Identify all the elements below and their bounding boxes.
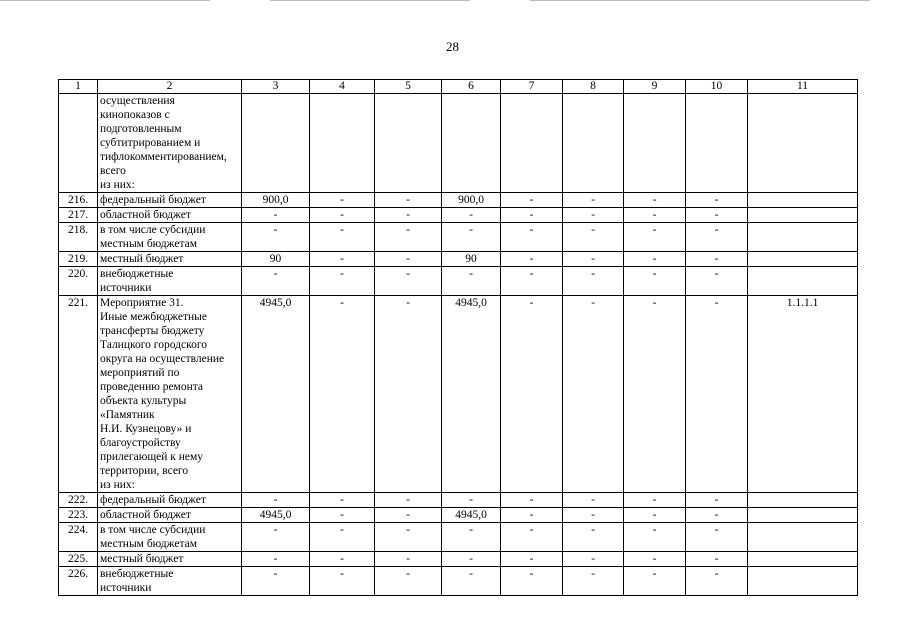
value-cell: [501, 94, 563, 193]
row-name: осуществления кинопоказов с подготовленным субтитрированием и тифлокомментированием, всего из них:: [98, 94, 242, 193]
row-name: федеральный бюджет: [98, 493, 242, 508]
table-body: [59, 80, 858, 596]
table-row: [59, 193, 858, 208]
value-cell: 900,0: [442, 193, 501, 208]
value-cell: -: [624, 508, 686, 523]
value-cell: -: [242, 493, 310, 508]
value-cell: 90: [242, 252, 310, 267]
scan-edge-line-right: [530, 0, 870, 1]
value-cell: -: [501, 552, 563, 567]
value-cell: -: [686, 267, 748, 296]
value-cell: -: [442, 223, 501, 252]
value-cell: -: [242, 208, 310, 223]
row-name: внебюджетные источники: [98, 567, 242, 596]
value-cell: -: [624, 552, 686, 567]
target-code: [748, 267, 858, 296]
value-cell: -: [375, 567, 442, 596]
value-cell: -: [501, 223, 563, 252]
row-number: 218.: [59, 223, 98, 252]
value-cell: -: [563, 267, 624, 296]
value-cell: -: [242, 223, 310, 252]
value-cell: 4945,0: [242, 508, 310, 523]
value-cell: -: [375, 208, 442, 223]
target-code: [748, 193, 858, 208]
value-cell: -: [686, 252, 748, 267]
value-cell: -: [310, 193, 375, 208]
value-cell: -: [624, 296, 686, 493]
value-cell: -: [310, 552, 375, 567]
value-cell: -: [375, 552, 442, 567]
value-cell: -: [501, 193, 563, 208]
value-cell: -: [442, 267, 501, 296]
value-cell: -: [442, 493, 501, 508]
target-code: [748, 523, 858, 552]
value-cell: -: [310, 252, 375, 267]
value-cell: -: [442, 552, 501, 567]
column-header: 2: [98, 80, 242, 94]
value-cell: -: [563, 508, 624, 523]
value-cell: 900,0: [242, 193, 310, 208]
value-cell: -: [242, 552, 310, 567]
table-row: [59, 493, 858, 508]
value-cell: [442, 94, 501, 193]
value-cell: -: [442, 208, 501, 223]
row-number: [59, 94, 98, 193]
row-name: внебюджетные источники: [98, 267, 242, 296]
value-cell: -: [563, 296, 624, 493]
value-cell: -: [686, 552, 748, 567]
value-cell: -: [501, 296, 563, 493]
value-cell: -: [624, 493, 686, 508]
value-cell: -: [242, 523, 310, 552]
value-cell: -: [310, 296, 375, 493]
value-cell: -: [624, 523, 686, 552]
row-number: 219.: [59, 252, 98, 267]
value-cell: [375, 94, 442, 193]
value-cell: -: [501, 567, 563, 596]
value-cell: -: [686, 296, 748, 493]
row-number: 221.: [59, 296, 98, 493]
column-header: 10: [686, 80, 748, 94]
table-row: [59, 523, 858, 552]
value-cell: 4945,0: [242, 296, 310, 493]
table-row: [59, 223, 858, 252]
column-header: 1: [59, 80, 98, 94]
value-cell: [624, 94, 686, 193]
value-cell: -: [624, 208, 686, 223]
value-cell: -: [310, 567, 375, 596]
value-cell: -: [624, 223, 686, 252]
value-cell: -: [686, 208, 748, 223]
value-cell: -: [563, 252, 624, 267]
value-cell: -: [242, 267, 310, 296]
value-cell: 4945,0: [442, 508, 501, 523]
value-cell: -: [310, 523, 375, 552]
row-number: 216.: [59, 193, 98, 208]
value-cell: 90: [442, 252, 501, 267]
value-cell: -: [501, 252, 563, 267]
table-row: [59, 267, 858, 296]
value-cell: -: [624, 567, 686, 596]
header-row: [59, 80, 858, 94]
column-header: 5: [375, 80, 442, 94]
value-cell: -: [501, 523, 563, 552]
column-header: 9: [624, 80, 686, 94]
target-code: [748, 508, 858, 523]
scan-edge-line-left: [0, 0, 210, 1]
row-name: в том числе субсидии местным бюджетам: [98, 523, 242, 552]
value-cell: [563, 94, 624, 193]
column-header: 8: [563, 80, 624, 94]
table-row: [59, 296, 858, 493]
value-cell: [686, 94, 748, 193]
value-cell: -: [563, 567, 624, 596]
table-row: [59, 567, 858, 596]
value-cell: -: [375, 193, 442, 208]
value-cell: -: [624, 267, 686, 296]
column-header: 11: [748, 80, 858, 94]
target-code: [748, 223, 858, 252]
value-cell: -: [563, 193, 624, 208]
value-cell: -: [375, 493, 442, 508]
value-cell: -: [375, 523, 442, 552]
value-cell: -: [624, 193, 686, 208]
row-name: в том числе субсидии местным бюджетам: [98, 223, 242, 252]
table-row: [59, 94, 858, 193]
budget-table: [58, 79, 858, 596]
target-code: 1.1.1.1: [748, 296, 858, 493]
table-row: [59, 208, 858, 223]
value-cell: -: [686, 523, 748, 552]
value-cell: [242, 94, 310, 193]
value-cell: -: [501, 493, 563, 508]
row-number: 226.: [59, 567, 98, 596]
value-cell: -: [501, 267, 563, 296]
value-cell: -: [686, 567, 748, 596]
target-code: [748, 252, 858, 267]
row-name: местный бюджет: [98, 252, 242, 267]
column-header: 7: [501, 80, 563, 94]
column-header: 4: [310, 80, 375, 94]
row-number: 225.: [59, 552, 98, 567]
row-number: 223.: [59, 508, 98, 523]
row-number: 222.: [59, 493, 98, 508]
value-cell: -: [375, 296, 442, 493]
target-code: [748, 208, 858, 223]
column-header: 3: [242, 80, 310, 94]
value-cell: -: [686, 223, 748, 252]
column-header: 6: [442, 80, 501, 94]
value-cell: -: [686, 508, 748, 523]
value-cell: -: [624, 252, 686, 267]
value-cell: -: [310, 208, 375, 223]
value-cell: -: [310, 508, 375, 523]
value-cell: -: [375, 252, 442, 267]
value-cell: -: [442, 523, 501, 552]
target-code: [748, 567, 858, 596]
table-row: [59, 552, 858, 567]
value-cell: 4945,0: [442, 296, 501, 493]
target-code: [748, 94, 858, 193]
value-cell: -: [563, 493, 624, 508]
row-number: 224.: [59, 523, 98, 552]
value-cell: -: [563, 223, 624, 252]
value-cell: -: [501, 208, 563, 223]
row-number: 217.: [59, 208, 98, 223]
target-code: [748, 493, 858, 508]
page-number: 28: [446, 39, 459, 54]
value-cell: -: [563, 552, 624, 567]
row-name: областной бюджет: [98, 508, 242, 523]
table-row: [59, 508, 858, 523]
table-row: [59, 252, 858, 267]
value-cell: -: [442, 567, 501, 596]
row-name: местный бюджет: [98, 552, 242, 567]
row-name: Мероприятие 31. Иные межбюджетные трансферты бюджету Талицкого городского округа на осуществление мероприятий по проведению ремонта объекта культуры «Памятник Н.И. Кузнецову» и благоустройству прилегающей к нему территории, всего из них:: [98, 296, 242, 493]
value-cell: -: [375, 267, 442, 296]
target-code: [748, 552, 858, 567]
value-cell: -: [686, 493, 748, 508]
value-cell: -: [310, 493, 375, 508]
value-cell: -: [242, 567, 310, 596]
value-cell: -: [375, 508, 442, 523]
value-cell: -: [563, 208, 624, 223]
scan-edge-line-middle: [270, 0, 470, 1]
row-number: 220.: [59, 267, 98, 296]
value-cell: [310, 94, 375, 193]
value-cell: -: [310, 267, 375, 296]
value-cell: -: [375, 223, 442, 252]
row-name: областной бюджет: [98, 208, 242, 223]
value-cell: -: [563, 523, 624, 552]
value-cell: -: [310, 223, 375, 252]
row-name: федеральный бюджет: [98, 193, 242, 208]
value-cell: -: [686, 193, 748, 208]
value-cell: -: [501, 508, 563, 523]
